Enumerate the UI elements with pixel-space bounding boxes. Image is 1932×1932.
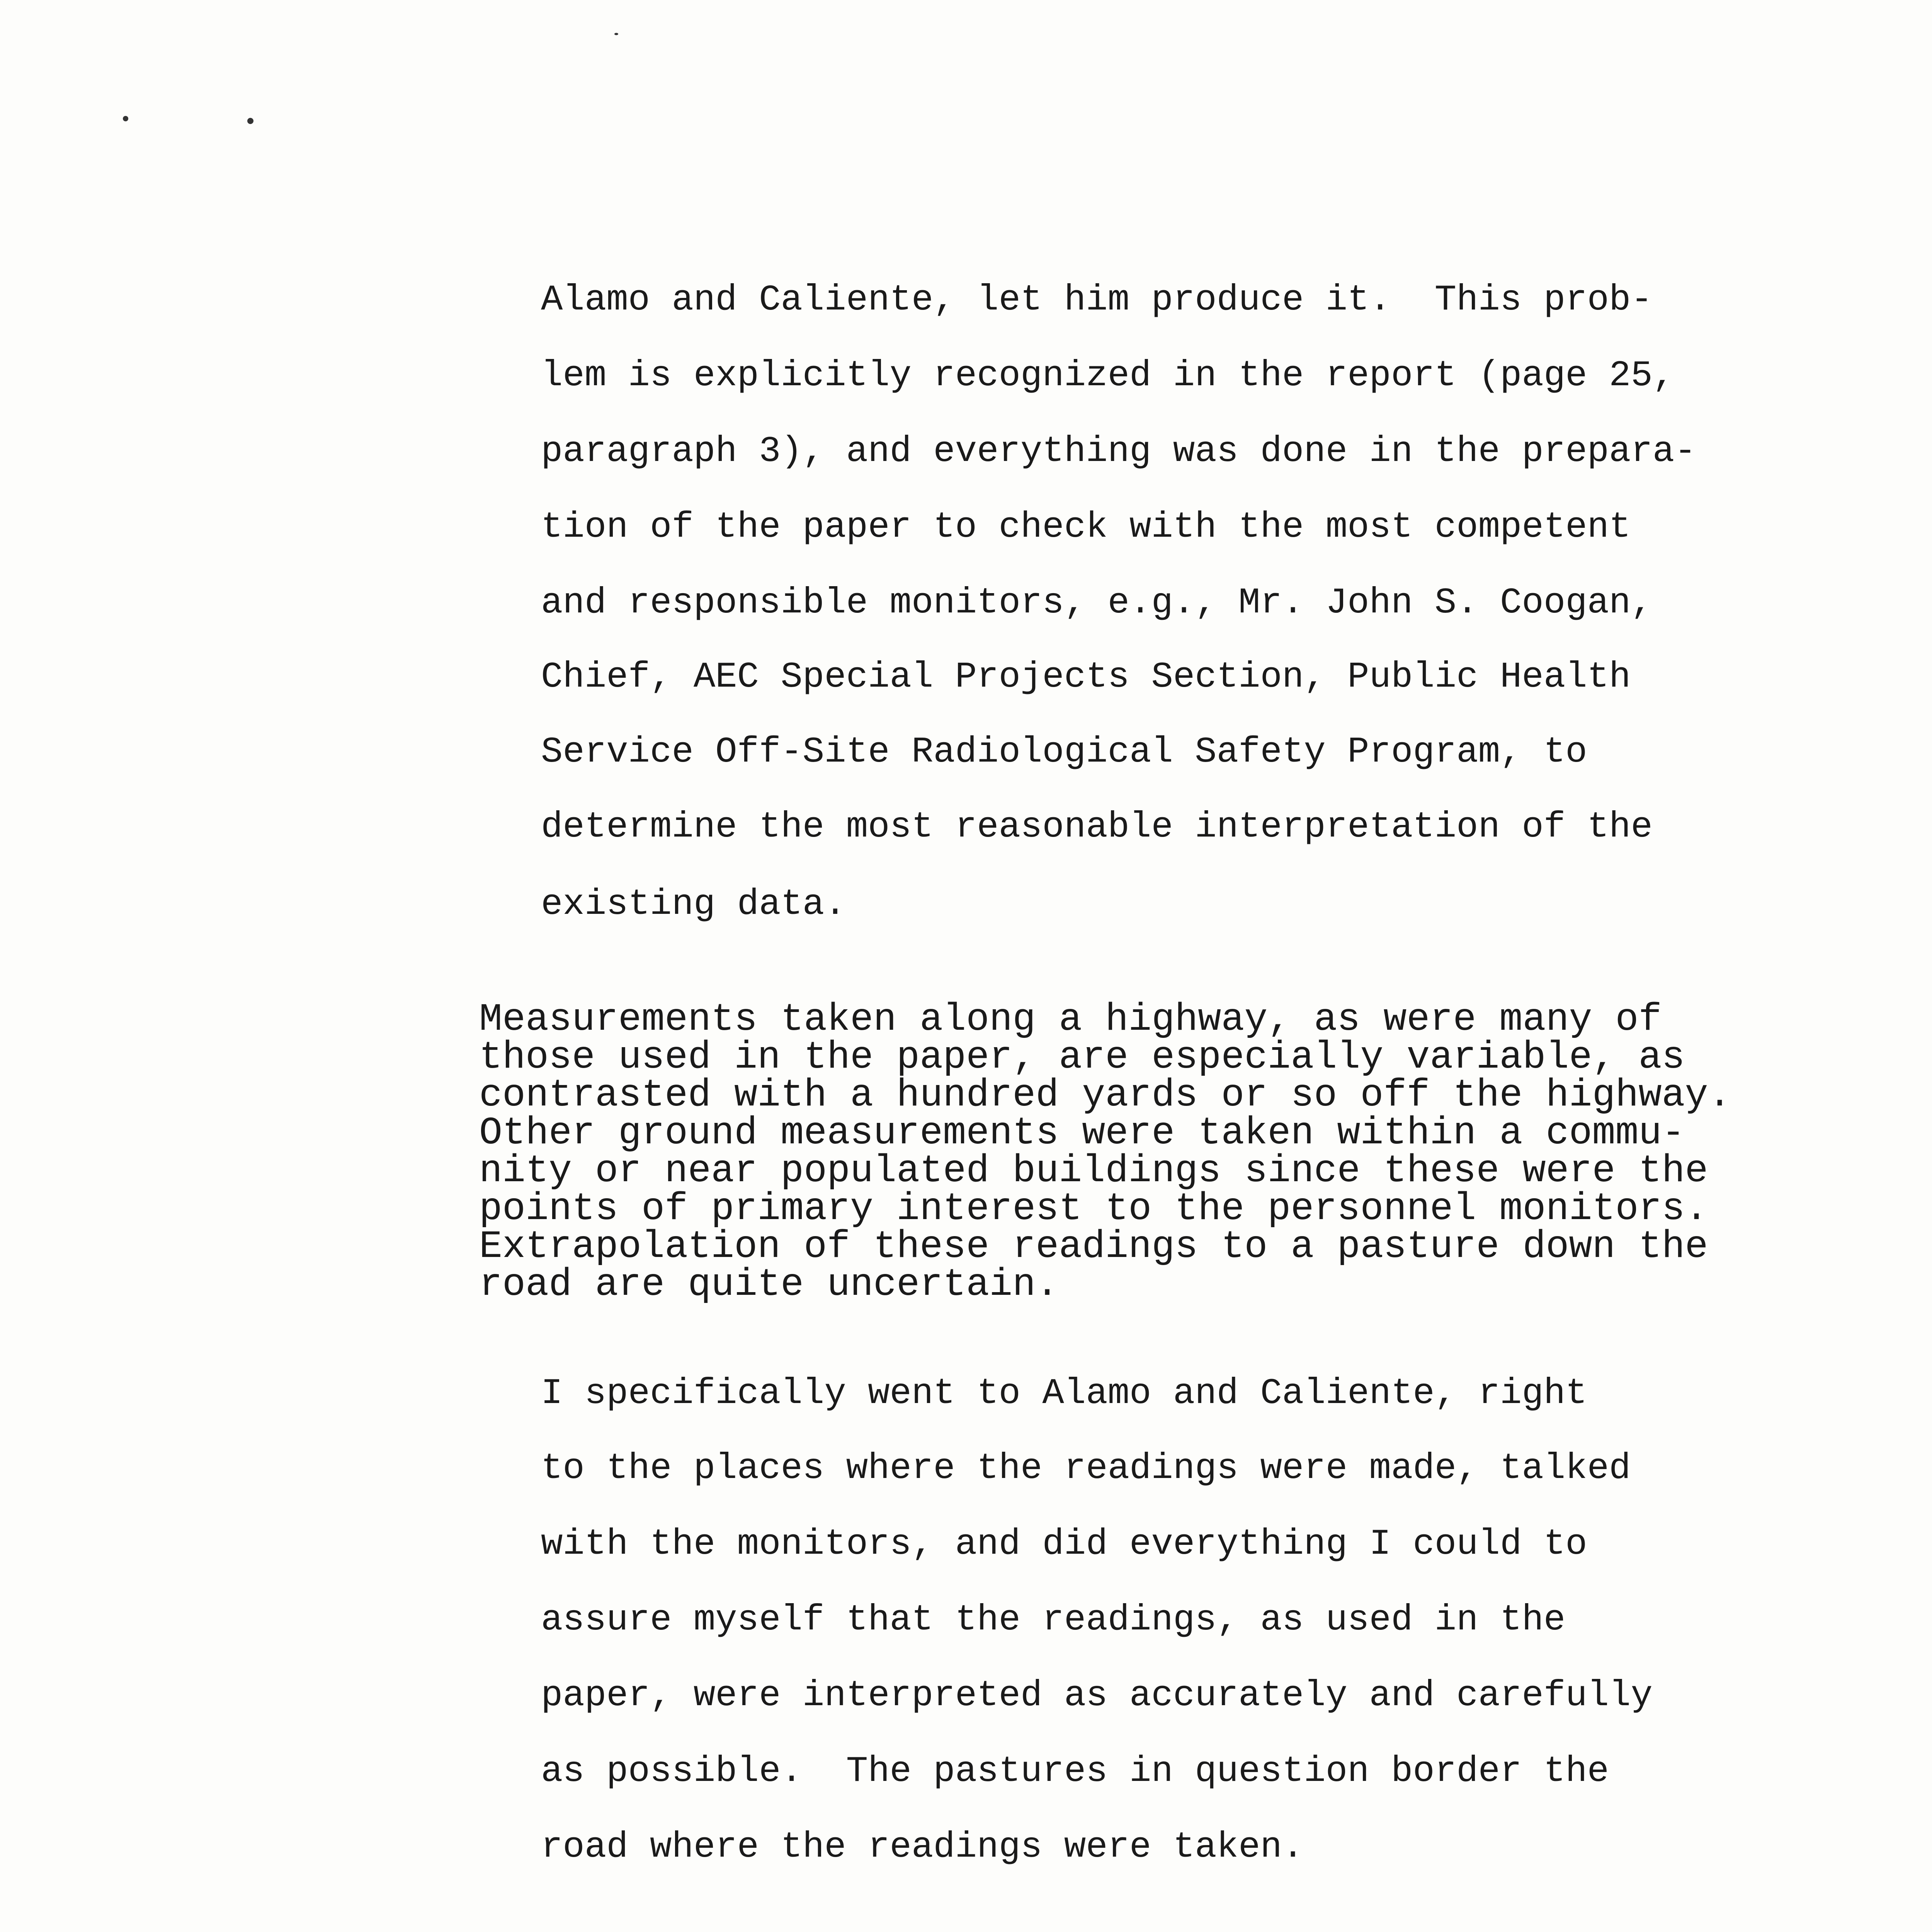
paragraph-2-line: contrasted with a hundred yards or so off the highway. (479, 1074, 1731, 1117)
paragraph-3-line: I specifically went to Alamo and Caliente, right (541, 1373, 1587, 1414)
paragraph-3-line: paper, were interpreted as accurately and carefully (541, 1675, 1653, 1716)
paragraph-3-line: to the places where the readings were made, talked (541, 1448, 1631, 1489)
paragraph-1-line: Alamo and Caliente, let him produce it. This prob- (541, 280, 1653, 321)
paragraph-2-line: Other ground measurements were taken within a commu- (479, 1112, 1685, 1155)
paragraph-2-line: nity or near populated buildings since these were the (479, 1150, 1708, 1193)
paragraph-2-line: those used in the paper, are especially variable, as (479, 1036, 1685, 1080)
paragraph-2-line: points of primary interest to the personnel monitors. (479, 1187, 1708, 1231)
scan-speck (247, 118, 253, 124)
paragraph-1-line: lem is explicitly recognized in the report (page 25, (541, 355, 1675, 396)
paragraph-1-line: existing data. (541, 884, 846, 925)
paragraph-3-line: road where the readings were taken. (541, 1827, 1304, 1868)
paragraph-1-line: determine the most reasonable interpretation of the (541, 807, 1653, 848)
paragraph-1-line: and responsible monitors, e.g., Mr. John S. Coogan, (541, 583, 1653, 624)
paragraph-1-line: tion of the paper to check with the most competent (541, 507, 1631, 548)
scan-speck (123, 116, 128, 121)
paragraph-1-line: Chief, AEC Special Projects Section, Public Health (541, 657, 1631, 698)
paragraph-1-line: paragraph 3), and everything was done in the prepara- (541, 431, 1696, 472)
scan-speck (614, 33, 618, 35)
paragraph-3-line: as possible. The pastures in question border the (541, 1751, 1609, 1792)
paragraph-3-line: with the monitors, and did everything I could to (541, 1524, 1587, 1565)
paragraph-2-line: Measurements taken along a highway, as were many of (479, 998, 1662, 1042)
paragraph-3-line: assure myself that the readings, as used in the (541, 1600, 1566, 1641)
paragraph-1-line: Service Off-Site Radiological Safety Program, to (541, 732, 1587, 773)
paragraph-2-line: road are quite uncertain. (479, 1263, 1059, 1307)
paragraph-2-line: Extrapolation of these readings to a pasture down the (479, 1225, 1708, 1269)
